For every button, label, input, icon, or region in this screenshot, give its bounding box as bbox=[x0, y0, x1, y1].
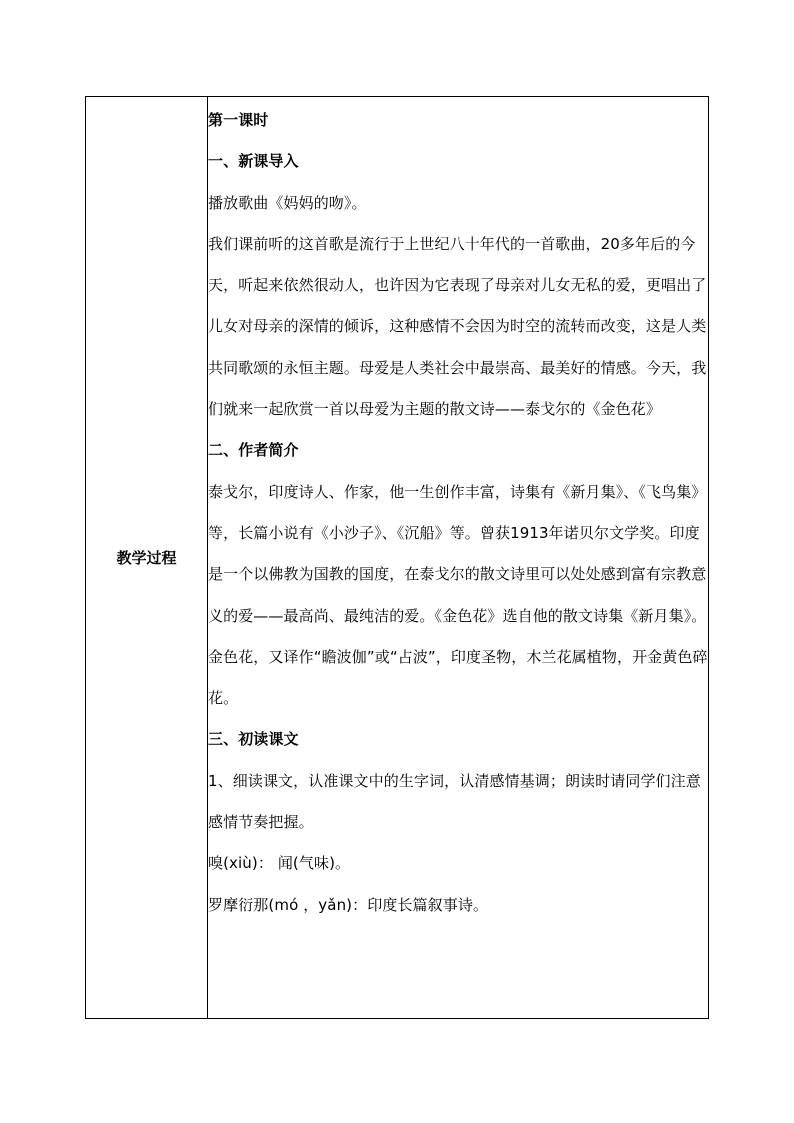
section-label: 教学过程 bbox=[116, 549, 177, 567]
section3-paragraph-1: 1、细读课文，认准课文中的生字词，认清感情基调；朗读时请同学们注意感情节奏把握。 bbox=[208, 771, 701, 832]
lesson-title: 第一课时 bbox=[208, 111, 269, 129]
section1-paragraph-1: 播放歌曲《妈妈的吻》。 bbox=[208, 193, 367, 212]
section1-heading: 一、新课导入 bbox=[208, 152, 299, 171]
content-cell bbox=[208, 97, 709, 1019]
section2-paragraph-1: 泰戈尔，印度诗人、作家，他一生创作丰富，诗集有《新月集》、《飞鸟集》等，长篇小说有《小沙子》、《沉船》等。曾获1913年诺贝尔文学奖。印度是一个以佛教为国教的国度，在泰戈尔的散文诗里可以处处感到富有宗教意义的爱——最高尚、最纯洁的爱。《金色花》选自他的散文诗集《新月集》。 bbox=[208, 482, 707, 625]
section2-paragraph-2: 金色花，又译作“瞻波伽”或“占波”，印度圣物，木兰花属植物，开金黄色碎花。 bbox=[208, 647, 708, 708]
section2-heading: 二、作者简介 bbox=[208, 441, 299, 460]
lesson-plan-table bbox=[85, 96, 709, 1019]
section1-paragraph-2: 我们课前听的这首歌是流行于上世纪八十年代的一首歌曲，20多年后的今天，听起来依然很动人，也许因为它表现了母亲对儿女无私的爱，更唱出了儿女对母亲的深情的倾诉，这种感情不会因为时空的流转而改变，这是人类共同歌颂的永恒主题。母爱是人类社会中最崇高、最美好的情感。今天，我们就来一起欣赏一首以母爱为主题的散文诗——泰戈尔的《金色花》 bbox=[208, 234, 707, 419]
section3-heading: 三、初读课文 bbox=[208, 730, 299, 749]
section-label-cell bbox=[86, 97, 208, 1019]
section3-paragraph-2: 嗅(xiù)： 闻(气味)。 bbox=[208, 854, 351, 873]
section3-paragraph-3: 罗摩衍那(mó ，yǎn)：印度长篇叙事诗。 bbox=[208, 895, 489, 914]
table-row bbox=[86, 97, 709, 1019]
lesson-content bbox=[208, 97, 708, 926]
